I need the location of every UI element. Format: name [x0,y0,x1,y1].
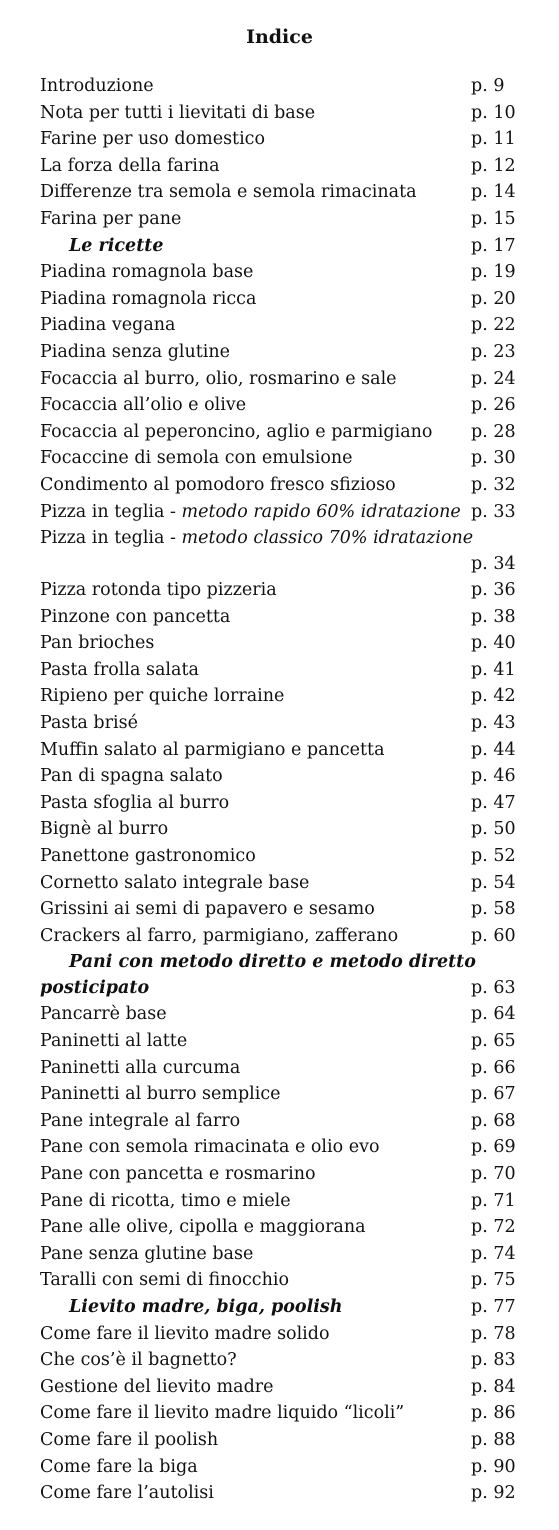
toc-entry [40,1374,540,1401]
toc-entry [40,419,540,446]
toc-entry [40,499,540,526]
toc-entry-title: Piadina vegana [40,315,176,336]
toc-entry [40,923,540,950]
toc-entry-page: p. 50 [471,819,516,840]
toc-entry-title: Pasta frolla salata [40,659,199,680]
toc-entry [40,206,540,233]
toc-entry-page: p. 60 [471,925,516,946]
toc-entry-page: p. 9 [471,76,505,96]
toc-entry-page: p. 75 [471,1270,516,1291]
toc-entry-title: Focaccine di semola con emulsione [40,448,353,469]
toc-entry [40,1400,540,1427]
toc-entry-title: Focaccia all’olio e olive [40,395,247,416]
toc-entry [40,392,540,419]
toc-entry-title: Nota per tutti i lievitati di base [40,102,316,123]
toc-entry-title: Pasta sfoglia al burro [40,792,230,813]
toc-entry-title: Che cos’è il bagnetto? [40,1350,237,1371]
toc-entry-page: p. 12 [471,155,516,176]
toc-entry-title: Pane integrale al farro [40,1110,241,1131]
toc-entry-page: p. 92 [471,1483,516,1504]
toc-entry-title: Gestione del lievito madre [40,1376,274,1397]
toc-entry-page: p. 46 [471,766,516,787]
toc-entry-page: p. 20 [471,288,516,309]
toc-entry-page: p. 26 [471,395,516,416]
toc-entry-title: Pane con pancetta e rosmarino [40,1163,316,1184]
toc-entry-page: p. 47 [471,792,516,813]
toc-entry [40,1427,540,1454]
toc-entry [40,1134,540,1161]
table-of-contents [40,73,540,1507]
toc-entry [40,1028,540,1055]
toc-entry [40,100,540,127]
toc-entry-title: Pane alle olive, cipolla e maggiorana [40,1217,366,1238]
toc-entry-page: p. 64 [471,1004,516,1025]
toc-entry-title: Paninetti al burro semplice [40,1084,281,1105]
toc-entry [40,1321,540,1348]
toc-entry-title: Ripieno per quiche lorraine [40,686,285,707]
toc-entry-page: p. 15 [471,208,516,229]
toc-entry-page: p. 77 [471,1296,516,1317]
toc-entry-page: p. 71 [471,1190,516,1211]
toc-entry [40,1241,540,1268]
toc-entry-title: Pinzone con pancetta [40,606,231,627]
toc-entry-page: p. 24 [471,368,516,389]
toc-entry-title: Condimento al pomodoro fresco sfizioso [40,474,396,495]
toc-entry-page: p. 52 [471,846,516,867]
toc-entry [40,870,540,897]
toc-entry-page: p. 41 [471,659,516,680]
toc-entry [40,1294,540,1321]
toc-entry-title: Farina per pane [40,208,182,229]
toc-entry-title: Lievito madre, biga, poolish [69,1296,343,1317]
toc-entry-title: Pan brioches [40,633,155,654]
toc-entry-title: Pizza rotonda tipo pizzeria [40,580,277,601]
toc-entry-page: p. 32 [471,474,516,495]
toc-entry-title: Pane con semola rimacinata e olio evo [40,1137,380,1158]
toc-entry-page: p. 42 [471,686,516,707]
toc-entry-page: p. 67 [471,1084,516,1105]
toc-entry-title: Come fare il poolish [40,1429,219,1450]
toc-entry-page: p. 17 [471,235,516,256]
toc-entry-title-continued: posticipato [40,978,150,999]
toc-entry-page: p. 69 [471,1137,516,1158]
toc-entry-title: La forza della farina [40,155,220,176]
toc-entry [40,1055,540,1082]
toc-entry [40,1161,540,1188]
toc-entry-title: Muffin salato al parmigiano e pancetta [40,739,385,760]
toc-entry [40,1267,540,1294]
toc-entry [40,843,540,870]
toc-entry-page: p. 65 [471,1031,516,1051]
toc-entry [40,816,540,843]
toc-entry [40,790,540,817]
toc-entry-method: metodo rapido 60% idratazione [181,501,461,522]
toc-entry-method: metodo classico 70% idratazione [181,528,474,549]
toc-entry-title: Come fare il lievito madre liquido “licoli” [40,1403,405,1424]
toc-entry-page: p. 10 [471,102,516,123]
toc-entry-page: p. 72 [471,1217,516,1238]
toc-entry-page: p. 30 [471,448,516,469]
toc-entry-title: Differenze tra semola e semola rimacinata [40,182,417,203]
toc-entry [40,1454,540,1481]
toc-entry-title: Farine per uso domestico [40,129,266,150]
toc-entry [40,259,540,286]
toc-entry-title: Focaccia al burro, olio, rosmarino e sale [40,368,397,389]
toc-entry-page: p. 74 [471,1243,516,1264]
toc-entry-title: Grissini ai semi di papavero e sesamo [40,899,375,920]
toc-entry-title: Pizza in teglia - metodo rapido 60% idratazione [40,501,461,522]
toc-entry-page: p. 36 [471,580,516,601]
toc-entry-page: p. 78 [471,1323,516,1344]
toc-entry-title: Introduzione [40,76,154,96]
toc-entry-title: Paninetti alla curcuma [40,1057,241,1078]
toc-entry-page: p. 84 [471,1376,516,1397]
toc-entry [40,1347,540,1374]
toc-entry-page: p. 63 [471,978,516,999]
toc-entry [40,366,540,393]
toc-entry [40,683,540,710]
toc-entry-page: p. 34 [471,554,516,575]
toc-entry-title: Le ricette [69,235,164,256]
toc-entry-title: Pizza in teglia - metodo classico 70% idratazione [40,528,474,549]
toc-entry-page: p. 44 [471,739,516,760]
toc-entry [40,1001,540,1028]
toc-entry-page: p. 68 [471,1110,516,1131]
toc-entry [40,233,540,260]
toc-entry-title: Piadina romagnola ricca [40,288,257,309]
toc-entry-title: Paninetti al latte [40,1031,188,1051]
toc-entry-page: p. 43 [471,713,516,734]
toc-entry [40,1188,540,1215]
toc-entry-title: Focaccia al peperoncino, aglio e parmigiano [40,421,433,442]
toc-entry-page: p. 19 [471,262,516,283]
index-title: Indice [246,26,313,48]
toc-entry [40,179,540,206]
toc-entry-page: p. 90 [471,1456,516,1477]
toc-entry-page: p. 28 [471,421,516,442]
toc-entry [40,1214,540,1241]
toc-entry [40,339,540,366]
toc-entry-title: Bignè al burro [40,819,169,840]
toc-entry-page: p. 33 [471,501,516,522]
toc-entry [40,525,540,577]
toc-entry-page: p. 83 [471,1350,516,1371]
toc-entry-page: p. 14 [471,182,516,203]
toc-entry [40,1108,540,1135]
toc-entry-title: Cornetto salato integrale base [40,872,310,893]
toc-entry [40,1480,540,1507]
toc-entry [40,445,540,472]
toc-entry-page: p. 70 [471,1163,516,1184]
toc-entry [40,577,540,604]
toc-entry [40,630,540,657]
toc-entry-title: Piadina romagnola base [40,262,254,283]
toc-entry-page: p. 22 [471,315,516,336]
toc-entry [40,896,540,923]
toc-entry-title: Come fare l’autolisi [40,1483,214,1504]
toc-entry [40,153,540,180]
toc-entry-title: Pasta brisé [40,713,138,734]
toc-entry [40,472,540,499]
toc-entry-title: Pan di spagna salato [40,766,223,787]
toc-entry-page: p. 11 [471,129,516,150]
toc-entry-page: p. 88 [471,1429,516,1450]
toc-entry [40,710,540,737]
toc-entry-title: Come fare la biga [40,1456,198,1477]
toc-entry [40,763,540,790]
toc-entry [40,1081,540,1108]
toc-entry-page: p. 86 [471,1403,516,1424]
toc-entry-title: Piadina senza glutine [40,341,231,362]
toc-entry [40,312,540,339]
toc-entry [40,73,540,100]
toc-entry-title: Crackers al farro, parmigiano, zafferano [40,925,399,946]
toc-entry [40,737,540,764]
toc-entry [40,657,540,684]
toc-entry-title: Come fare il lievito madre solido [40,1323,330,1344]
toc-entry-title: Pane di ricotta, timo e miele [40,1190,291,1211]
toc-entry [40,126,540,153]
toc-entry [40,604,540,631]
toc-entry-title: Panettone gastronomico [40,846,256,867]
toc-entry-title: Pancarrè base [40,1004,167,1025]
toc-entry-title: Pani con metodo diretto e metodo diretto [69,952,476,973]
toc-entry-page: p. 40 [471,633,516,654]
toc-entry-page: p. 58 [471,899,516,920]
toc-entry [40,949,540,1001]
toc-entry-page: p. 23 [471,341,516,362]
toc-entry-title: Pane senza glutine base [40,1243,254,1264]
toc-entry-title: Taralli con semi di finocchio [40,1270,290,1291]
toc-entry-page: p. 38 [471,606,516,627]
toc-entry-page: p. 66 [471,1057,516,1078]
toc-entry [40,286,540,313]
toc-entry-page: p. 54 [471,872,516,893]
